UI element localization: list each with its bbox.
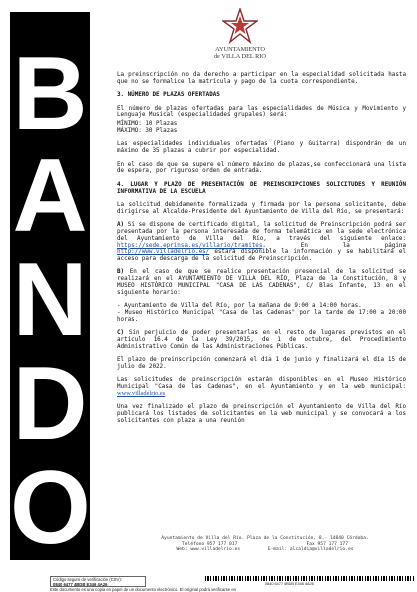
section-4-heading: 4. LUGAR Y PLAZO DE PRESENTACIÓN DE PREINSCRIPCIONES SOLICITUDES Y REUNIÓN INFORMATIVA DE LA ESCUELA (117, 181, 406, 195)
schedule-ayuntamiento: - Ayuntamiento de Villa del Río, por la mañana de 9:00 a 14:00 horas. (117, 303, 362, 310)
availability-paragraph (117, 377, 406, 397)
barcode-caption: 0840 6477 4BDB E346 4A26 (265, 582, 314, 586)
section-3-paragraph-a: El número de plazas ofertadas para las especialidades de Música y Movimiento y Lenguaje Musical (especialidades grupales) será: (117, 105, 406, 119)
csv-note: Este documento es una copia en papel de un documento electrónico. El original podrá verificarse en (50, 587, 236, 592)
schedule-museo: - Museo Histórico Municipal "Casa de las Cadenas" por la tarde de 17:00 a 20:00 horas. (117, 310, 406, 323)
band-letter-n: N (12, 242, 88, 358)
csv-box (50, 576, 146, 587)
sede-electronica-link[interactable]: https://sede.eprinsa.es/villario/tramites (117, 242, 263, 249)
star-emblem-icon (222, 8, 258, 46)
logo-line-1: AYUNTAMIENTO (215, 46, 265, 53)
bando-side-band (10, 12, 91, 566)
band-letter-d: D (12, 346, 88, 462)
option-c-paragraph (117, 330, 406, 350)
option-b-paragraph (117, 269, 406, 296)
max-places: MÁXIMO: 30 Plazas (117, 127, 178, 134)
barcode-icon (205, 576, 415, 581)
min-places: MÍNIMO: 10 Plazas (117, 121, 178, 128)
document-body (117, 72, 406, 431)
option-c-text: Sin perjuicio de poder presentarlas en el resto de lugares previstos en el artículo 16.4 de la Ley 39/2015, de 1 de octubre, del Procedimiento Administrativo Común de las Administraciones Públicas. (117, 330, 406, 350)
option-a-end: estará disponible la información y se habilitará el acceso para descarga de la solicitud de Preinscripción. (117, 249, 406, 263)
town-hall-logo (200, 8, 280, 64)
option-a-paragraph (117, 222, 406, 263)
closing-paragraph: Una vez finalizado el plazo de preinscripción el Ayuntamiento de Villa del Río publicará los listados de solicitantes en la web municipal y se convocará a los solicitantes con plaza a una reunión (117, 404, 406, 424)
option-a-mid: . En la página (262, 242, 406, 249)
option-a-text: Si se dispone de certificado digital, la solicitud de Preinscripción podrá ser presentada por la persona interesada de forma telemática en la sede electrónica del Ayuntamiento de Villa del Río, a través del siguiente enlace: (117, 222, 407, 242)
csv-label: Código seguro de verificación (CSV): (53, 577, 122, 582)
availability-text: Las solicitudes de preinscripción estarán disponibles en el Museo Histórico Municipal "Casa de las Cadenas", en el Ayuntamiento y en la web municipal: (117, 377, 406, 391)
section-4-paragraph-a: La solicitud debidamente formalizada y firmada por la persona solicitante, debe dirigirse al Alcalde-Presidente del Ayuntamiento de Villa del Río, se presentará: (117, 201, 406, 215)
deadline-paragraph: El plazo de preinscripción comenzará el día 1 de junio y finalizará el día 15 de julio de 2022. (117, 357, 406, 371)
section-3-paragraph-c: En el caso de que se supere el número máximo de plazas,se confeccionará una lista de espera, por riguroso orden de entrada. (117, 161, 406, 175)
csv-code: 0840 6477 4BDB E346 4A26 (53, 582, 108, 587)
footer-web-email: Web: www.villadelrio.es E-mail: alcaldia@villadelrio.es (176, 547, 354, 553)
footer-phone-fax: Teléfono 957 177 017 Fax 957 177 177 (182, 541, 348, 547)
section-3-paragraph-b: Las especialidades individuales ofertadas (Piano y Guitarra) dispondrán de un máximo de 35 plazas a cubrir por especialidad. (117, 141, 406, 155)
option-a-label: A) (117, 222, 125, 229)
villadelrio-link[interactable]: http://www.villadelrio.es/ (117, 249, 210, 256)
option-c-label: C) (117, 330, 125, 337)
option-b-label: B) (117, 269, 125, 276)
band-letter-a: A (12, 138, 88, 254)
verification-block (50, 576, 407, 590)
section-3-heading: 3. NÚMERO DE PLAZAS OFERTADAS (117, 92, 220, 99)
band-letter-o: O (10, 450, 91, 566)
footer-address: Ayuntamiento de Villa del Río. Plaza de la Constitución, 8.- 14840 Córdoba. (161, 536, 369, 541)
logo-line-2: de VILLA DEL RIO (214, 53, 266, 60)
band-letter-b: B (12, 36, 88, 152)
option-b-text: En el caso de que se realice presentación presencial de la solicitud se realizará en el AYUNTAMIENTO DE VILLA DEL RÍO, Plaza de la Constitución, 8 y MUSEO HISTÓRICO MUNICIPAL "CASA DE LAS CADENAS", C/ Blas Infante, 13 en el siguiente horario: (117, 269, 406, 296)
letterhead-footer (130, 536, 400, 553)
municipal-web-link[interactable]: www.villadelrio.es (117, 390, 166, 398)
intro-paragraph: La preinscripción no da derecho a participar en la especialidad solicitada hasta que no se formalice la matrícula y pago de la cuota correspondiente. (117, 72, 406, 85)
